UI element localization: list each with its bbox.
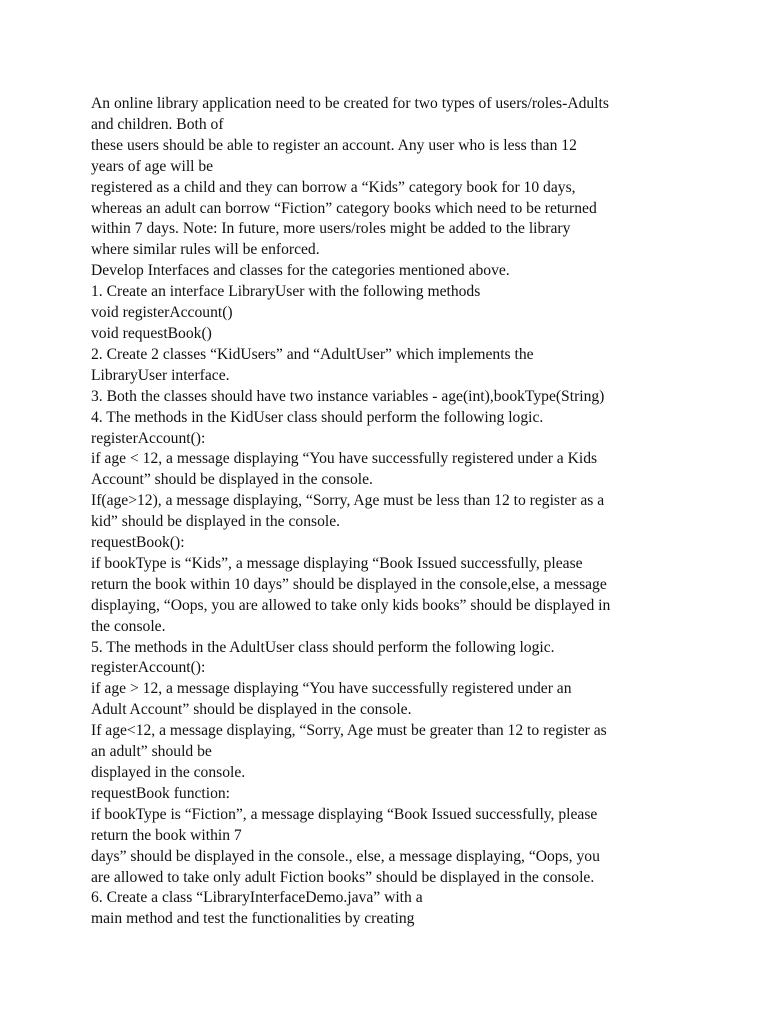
text-line: Account” should be displayed in the console. [91,471,373,489]
text-line: registerAccount(): [91,659,206,677]
text-line: return the book within 7 [91,826,242,844]
text-line: are allowed to take only adult Fiction books” should be displayed in the console. [91,868,595,886]
text-line: LibraryUser interface. [91,366,230,384]
text-line: If age<12, a message displaying, “Sorry, Age must be greater than 12 to register as [91,722,607,740]
document-body [91,94,691,930]
text-line: requestBook function: [91,784,231,802]
text-line: years of age will be [91,157,214,175]
text-line: days” should be displayed in the console., else, a message displaying, “Oops, you [91,847,600,865]
text-line: 4. The methods in the KidUser class should perform the following logic. [91,408,544,426]
text-line: 1. Create an interface LibraryUser with the following methods [91,283,481,301]
text-line: registerAccount(): [91,429,206,447]
text-line: return the book within 10 days” should be displayed in the console,else, a message [91,575,607,593]
text-line: 3. Both the classes should have two instance variables - age(int),bookType(String) [91,387,605,405]
text-line: If(age>12), a message displaying, “Sorry, Age must be less than 12 to register as a [91,492,605,510]
text-line: main method and test the functionalities by creating [91,910,415,928]
text-line: displayed in the console. [91,764,246,781]
text-line: displaying, “Oops, you are allowed to take only kids books” should be displayed in [91,596,611,614]
text-line: void requestBook() [91,324,212,342]
text-line: 6. Create a class “LibraryInterfaceDemo.java” with a [91,889,423,907]
text-line: requestBook(): [91,534,185,552]
text-line: An online library application need to be created for two types of users/roles-Adults [91,95,609,112]
text-line: 5. The methods in the AdultUser class should perform the following logic. [91,638,555,656]
text-line: and children. Both of [91,115,224,133]
text-line: where similar rules will be enforced. [91,241,320,259]
text-line: Adult Account” should be displayed in the console. [91,701,412,719]
text-line: whereas an adult can borrow “Fiction” category books which need to be returned [91,199,597,217]
text-line: the console. [91,617,166,635]
text-line: void registerAccount() [91,304,233,322]
text-line: these users should be able to register an account. Any user who is less than 12 [91,136,577,154]
text-line: within 7 days. Note: In future, more users/roles might be added to the library [91,220,571,238]
text-line: Develop Interfaces and classes for the categories mentioned above. [91,262,510,280]
text-line: kid” should be displayed in the console. [91,513,341,531]
text-line: registered as a child and they can borrow a “Kids” category book for 10 days, [91,178,576,196]
text-line: 2. Create 2 classes “KidUsers” and “AdultUser” which implements the [91,345,534,363]
text-line: if bookType is “Kids”, a message displaying “Book Issued successfully, please [91,554,583,572]
text-line: if bookType is “Fiction”, a message displaying “Book Issued successfully, please [91,805,598,823]
text-line: if age > 12, a message displaying “You have successfully registered under an [91,680,572,698]
text-line: an adult” should be [91,743,212,761]
text-line: if age < 12, a message displaying “You have successfully registered under a Kids [91,450,598,468]
